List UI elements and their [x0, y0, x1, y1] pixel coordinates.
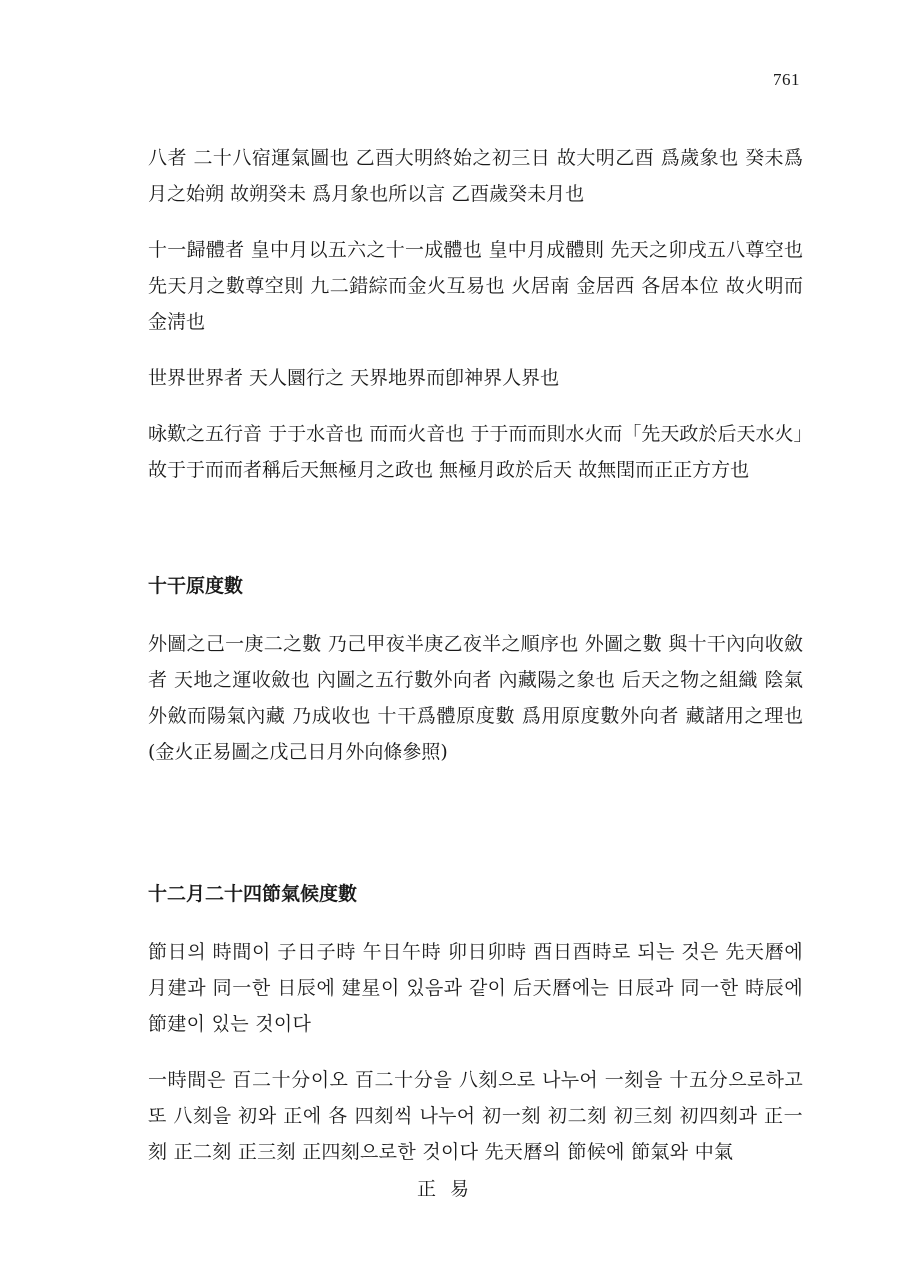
paragraph-twenty-eight-mansions: 八者 二十八宿運氣圖也 乙酉大明終始之初三日 故大明乙酉 爲歲象也 癸未爲月之始朔 故朔癸未 爲月象也所以言 乙酉歲癸未月也	[148, 147, 803, 205]
page-footer-title: 正易	[416, 1178, 483, 1200]
section-heading-solar-terms: 十二月二十四節氣候度數	[148, 883, 358, 905]
section-spacer	[148, 508, 803, 568]
paragraph-eleven-return: 十一歸體者 皇中月以五六之十一成體也 皇中月成體則 先天之卯戌五八尊空也 先天月之數尊空則 九二錯綜而金火互易也 火居南 金居西 各居本位 故火明而金淸也	[148, 239, 803, 333]
section-spacer	[148, 790, 803, 876]
paragraph-solar-terms-minutes: 一時間은 百二十分이오 百二十分을 八刻으로 나누어 一刻을 十五分으로하고 또 八刻을 初와 正에 各 四刻씩 나누어 初一刻 初二刻 初三刻 初四刻과 正一刻 正二刻 正三刻 正四刻으로한 것이다 先天曆의 節候에 節氣와 中氣	[148, 1069, 803, 1163]
paragraph-five-elements-sound: 咏歎之五行音 于于水音也 而而火音也 于于而而則水火而「先天政於后天水火」故于于而而者稱后天無極月之政也 無極月政於后天 故無閏而正正方方也	[148, 423, 803, 481]
paragraph-world: 世界世界者 天人圜行之 天界地界而卽神界人界也	[148, 367, 560, 389]
paragraph-solar-terms-hours: 節日의 時間이 子日子時 午日午時 卯日卯時 酉日酉時로 되는 것은 先天曆에 月建과 同一한 日辰에 建星이 있음과 같이 后天曆에는 日辰과 同一한 時辰에 節建이 있는 것이다	[148, 941, 803, 1035]
section-heading-ten-stems: 十干原度數	[148, 575, 244, 597]
page-content	[148, 140, 803, 1190]
paragraph-ten-stems: 外圖之己一庚二之數 乃己甲夜半庚乙夜半之順序也 外圖之數 與十干內向收斂者 天地之運收斂也 內圖之五行數外向者 內藏陽之象也 后天之物之組織 陰氣外斂而陽氣內藏 乃成收也 十干爲體原度數 爲用原度數外向者 藏諸用之理也(金火正易圖之戊己日月外向條參照)	[148, 633, 803, 763]
page-number: 761	[773, 70, 800, 89]
